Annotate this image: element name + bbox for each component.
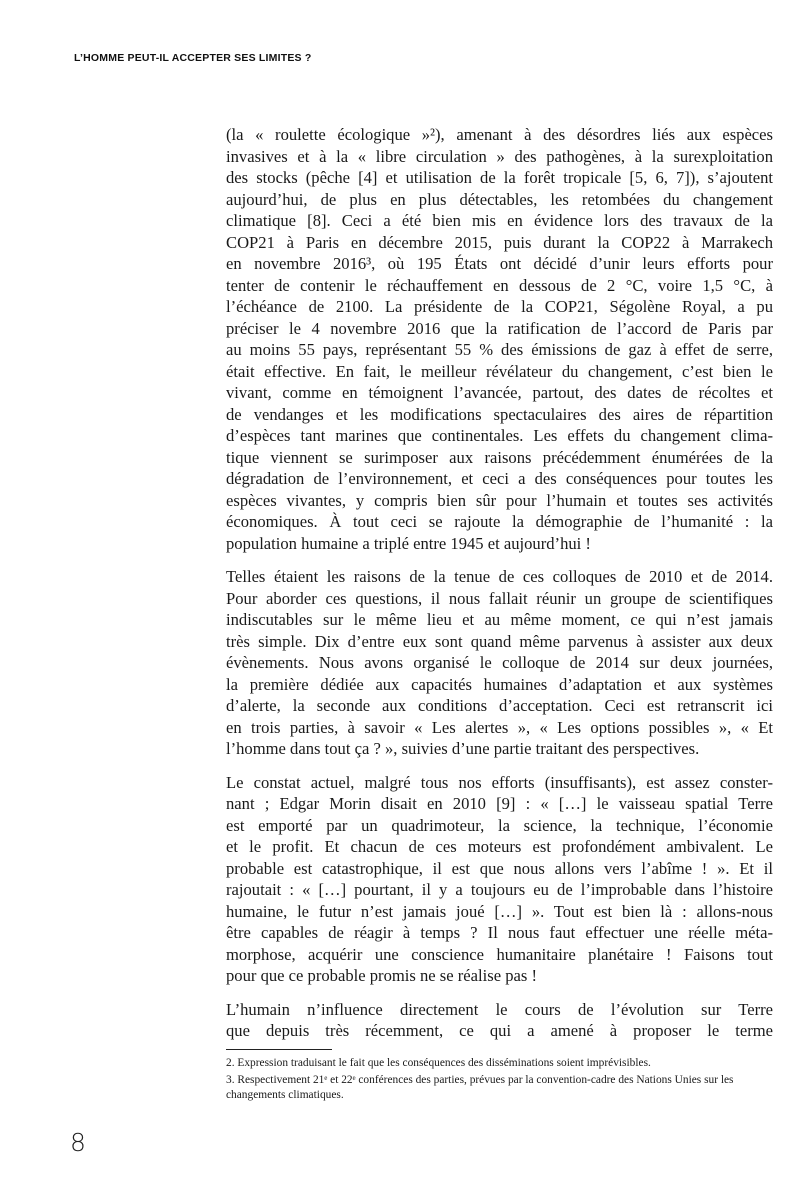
paragraph: [226, 566, 773, 760]
text-line: tique viennent se surimposer aux raisons précédemment énumérées de la: [226, 447, 773, 467]
text-line: être capables de réagir à temps ? Il nous faut effectuer une réelle méta-: [226, 923, 773, 942]
running-header: L’HOMME PEUT-IL ACCEPTER SES LIMITES ?: [74, 52, 312, 64]
text-line: au moins 55 pays, représentant 55 % des émissions de gaz à effet de serre,: [226, 340, 773, 359]
text-line: population humaine a triplé entre 1945 et aujourd’hui !: [226, 533, 591, 553]
text-line: d’alerte, la seconde aux conditions d’acceptation. Ceci est retranscrit ici: [226, 696, 773, 715]
text-line: pour que ce probable promis ne se réalise pas !: [226, 966, 538, 985]
text-line: Pour aborder ces questions, il nous fallait réunir un groupe de scientifiques: [226, 588, 773, 608]
page-number: 8: [70, 1128, 86, 1157]
body-text: [226, 124, 773, 1054]
footnotes: [226, 1056, 773, 1105]
text-line: aujourd’hui, de plus en plus détectables, les retombées du changement: [226, 189, 773, 209]
text-line: était effective. En fait, le meilleur révélateur du changement, c’est bien le: [226, 361, 773, 381]
text-line: est emporté par un quadrimoteur, la science, la technique, l’économie: [226, 815, 773, 835]
text-line: très simple. Dix d’entre eux sont quand même parvenus à assister aux deux: [226, 631, 773, 651]
paragraph: [226, 124, 773, 554]
text-line: et le profit. Et chacun de ces moteurs est profondément ambivalent. Le: [226, 837, 773, 856]
text-line: Le constat actuel, malgré tous nos efforts (insuffisants), est assez conster-: [226, 772, 773, 792]
text-line: de vendanges et les modifications spectaculaires des aires de répartition: [226, 404, 773, 424]
text-line: rajoutait : « […] pourtant, il y a toujours eu de l’improbable dans l’histoire: [226, 880, 773, 899]
text-line: en trois parties, à savoir « Les alertes », « Les options possibles », « Et: [226, 717, 773, 737]
text-line: la première dédiée aux capacités humaines d’adaptation et aux systèmes: [226, 674, 773, 694]
text-line: l’homme dans tout ça ? », suivies d’une partie traitant des perspectives.: [226, 739, 700, 758]
text-line: probable est catastrophique, il est que nous allons vers l’abîme ! ». Et il: [226, 858, 773, 878]
footnote-2: 2. Expression traduisant le fait que les conséquences des disséminations soient imprévisibles.: [226, 1057, 651, 1069]
text-line: climatique [8]. Ceci a été bien mis en évidence lors des travaux de la: [226, 211, 773, 230]
text-line: tenter de contenir le réchauffement en dessous de 2 °C, voire 1,5 °C, à: [226, 275, 773, 295]
text-line: évènements. Nous avons organisé le colloque de 2014 sur deux journées,: [226, 653, 773, 672]
text-line: vivant, comme en témoignent l’avancée, partout, des dates de récoltes et: [226, 383, 773, 402]
text-line: des stocks (pêche [4] et utilisation de la forêt tropicale [5, 6, 7]), s’ajoutent: [226, 168, 773, 187]
text-line: (la « roulette écologique »²), amenant à des désordres liés aux espèces: [226, 125, 773, 144]
text-line: préciser le 4 novembre 2016 que la ratification de l’accord de Paris par: [226, 318, 773, 338]
text-line: d’espèces tant marines que continentales. Les effets du changement clima-: [226, 426, 773, 445]
text-line: l’échéance de 2100. La présidente de la COP21, Ségolène Royal, a pu: [226, 297, 773, 316]
footnote-divider: [226, 1049, 332, 1050]
text-line: humaine, le futur n’est jamais joué […] ». Tout est bien là : allons-nous: [226, 901, 773, 921]
text-line: nant ; Edgar Morin disait en 2010 [9] : « […] le vaisseau spatial Terre: [226, 794, 773, 813]
footnote-3: 3. Respectivement 21ᵉ et 22ᵉ conférences des parties, prévues par la convention-cadre des Nations Unies sur les changements climatiques.: [226, 1074, 734, 1101]
text-line: économiques. À tout ceci se rajoute la démographie de l’humanité : la: [226, 512, 773, 531]
text-line: que depuis très récemment, ce qui a amené à proposer le terme: [226, 1021, 773, 1040]
text-line: morphose, acquérir une conscience humanitaire planétaire ! Faisons tout: [226, 944, 773, 964]
text-line: invasives et à la « libre circulation » des pathogènes, à la surexploitation: [226, 146, 773, 166]
text-line: en novembre 2016³, où 195 États ont décidé d’unir leurs efforts pour: [226, 254, 773, 273]
text-line: L’humain n’influence directement le cours de l’évolution sur Terre: [226, 999, 773, 1019]
text-line: indiscutables sur le même lieu et au même moment, ce qui n’est jamais: [226, 610, 773, 629]
text-line: dégradation de l’environnement, et ceci a des conséquences pour toutes les: [226, 469, 773, 488]
text-line: espèces vivantes, y compris bien sûr pour l’humain et toutes ses activités: [226, 490, 773, 510]
paragraph: [226, 772, 773, 987]
text-line: Telles étaient les raisons de la tenue de ces colloques de 2010 et de 2014.: [226, 567, 773, 586]
text-line: COP21 à Paris en décembre 2015, puis durant la COP22 à Marrakech: [226, 232, 773, 252]
paragraph: [226, 999, 773, 1042]
